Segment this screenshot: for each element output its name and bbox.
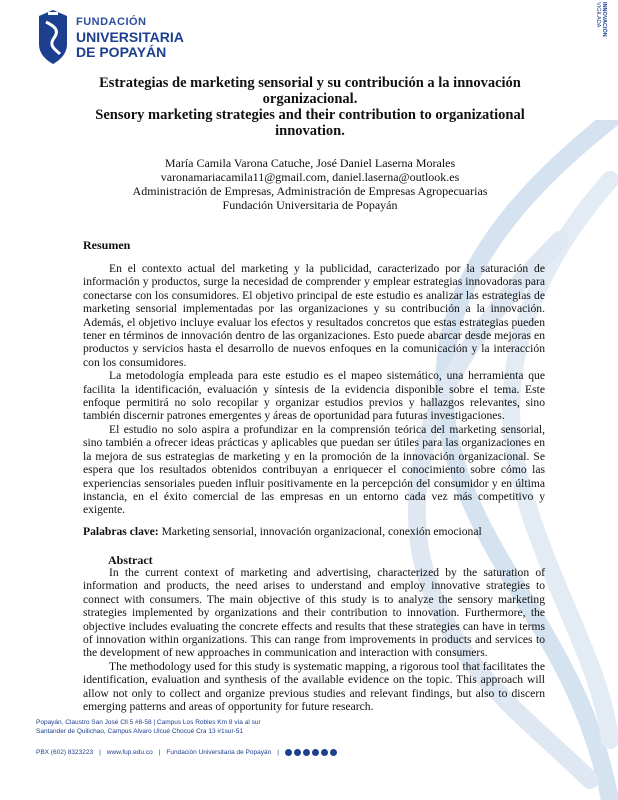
abstract-p2: The methodology used for this study is systematic mapping, a rigorous tool that facilitates the identification, evaluation and synthesis of the available evidence on the topic. This approach will allow not only to collect and organize previous studies and relevant findings, but also to discern emerging patterns and areas of opportunity for future research. <box>83 659 545 714</box>
instagram-icon[interactable] <box>294 749 301 756</box>
side-line2: VIGILADA <box>595 2 601 28</box>
inst-line3: DE POPAYÁN <box>76 43 167 60</box>
footer-sep: | <box>99 749 101 756</box>
keywords <box>83 525 553 538</box>
abstract-heading: Abstract <box>108 553 153 567</box>
footer-sep: | <box>277 749 279 756</box>
footer-line2: Santander de Quilichao, Campus Alvaro Ulcué Chocué Cra 13 #1sur-51 <box>36 728 244 735</box>
resumen-body <box>83 262 545 517</box>
institution-logo <box>36 8 184 66</box>
author-block <box>60 156 560 212</box>
keywords-label: Palabras clave: <box>83 525 159 538</box>
side-line1: INNOVACIÓN <box>601 2 607 37</box>
resumen-p2: La metodología empleada para este estudio es el mapeo sistemático, una herramienta que facilita la identificación, evaluación y síntesis de la evidencia disponible sobre el tema. Este enfoque permitirá no solo recopilar y organizar estudios previos y hallazgos relevantes, sino también discernir patrones emergentes y áreas de oportunidad para futuras investigaciones. <box>83 369 545 423</box>
shield-icon <box>36 8 70 66</box>
facebook-icon[interactable] <box>285 749 292 756</box>
footer-line1: Popayán, Claustro San José Cll 5 #8-58 | Campus Los Robles Km 8 vía al sur <box>36 719 261 726</box>
inst-line2: UNIVERSITARIA <box>76 28 184 45</box>
author-programs: Administración de Empresas, Administración de Empresas Agropecuarias <box>132 184 488 198</box>
title-en-line1: Sensory marketing strategies and their contribution to organizational <box>95 107 525 123</box>
footer-name: Fundación Universitaria de Popayán <box>166 749 272 756</box>
inst-line1: FUNDACIÓN <box>76 15 147 28</box>
footer-pbx: PBX (602) 8323223 <box>36 749 94 756</box>
paper-title <box>80 75 540 139</box>
abstract-body <box>83 566 545 713</box>
title-es-line2: organizacional. <box>262 91 358 107</box>
twitter-icon[interactable] <box>303 749 310 756</box>
author-names: María Camila Varona Catuche, José Daniel Laserna Morales <box>164 156 456 170</box>
linkedin-icon[interactable] <box>321 749 328 756</box>
tiktok-icon[interactable] <box>330 749 337 756</box>
keywords-text: Marketing sensorial, innovación organizacional, conexión emocional <box>161 525 482 538</box>
side-brand <box>587 2 609 72</box>
resumen-p3: El estudio no solo aspira a profundizar en la comprensión teórica del marketing sensorial, sino también a ofrecer ideas prácticas y aplicables que puedan ser útiles para las organizaciones en la mejora de sus estrategias de marketing y en la promoción de la innovación organizacional. Se espera que los resultados obtenidos contribuyan a enriquecer el conocimiento sobre cómo las experiencias sensoriales pueden influir positivamente en la percepción del consumidor y en última instancia, en el éxito comercial de las empresas en un entorno cada vez más competitivo y exigente. <box>83 422 545 517</box>
page-footer <box>36 718 596 757</box>
author-emails: varonamariacamila11@gmail.com, daniel.laserna@outlook.es <box>160 170 460 184</box>
resumen-p1: En el contexto actual del marketing y la publicidad, caracterizado por la saturación de información y productos, surge la necesidad de comprender y emplear estrategias innovadoras para conectarse con los consumidores. El objetivo principal de este estudio es analizar las estrategias de marketing sensorial implementadas por las organizaciones y su contribución a la innovación. Además, el objetivo incluye evaluar los efectos y resultados concretos que estas estrategias pueden tener en términos de innovación dentro de las organizaciones. Esto puede abarcar desde mejoras en productos y servicios hasta el desarrollo de nuevos enfoques en la comunicación y la interacción con los consumidores. <box>83 262 545 369</box>
youtube-icon[interactable] <box>312 749 319 756</box>
resumen-heading: Resumen <box>83 238 131 252</box>
footer-web[interactable]: www.fup.edu.co <box>106 749 153 756</box>
author-institution: Fundación Universitaria de Popayán <box>222 198 398 212</box>
social-icons <box>285 749 337 756</box>
title-en-line2: innovation. <box>275 123 345 139</box>
abstract-p1: In the current context of marketing and advertising, characterized by the saturation of information and products, the need arises to understand and employ innovative strategies to connect with consumers. The main objective of this study is to analyze the sensory marketing strategies implemented by organizations and their contribution to innovation. Furthermore, the objective includes evaluating the concrete effects and results that these strategies can have in terms of innovation within organizations. This can range from improvements in products and services to the development of new approaches in communication and interaction with consumers. <box>83 566 545 660</box>
footer-sep: | <box>158 749 161 756</box>
title-es-line1: Estrategias de marketing sensorial y su contribución a la innovación <box>99 75 521 91</box>
